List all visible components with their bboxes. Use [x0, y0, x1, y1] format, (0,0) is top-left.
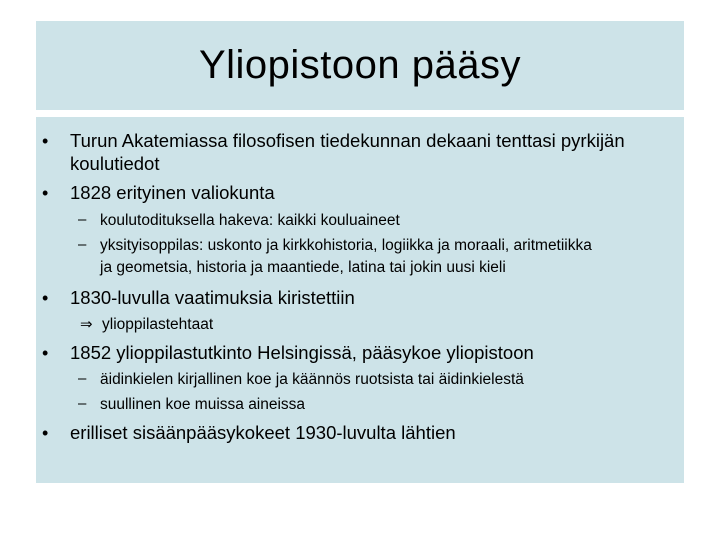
sub-bullet-text-continuation: ja geometsia, historia ja maantiede, latina tai jokin uusi kieli: [100, 259, 506, 276]
bullet-text-continuation: koulutiedot: [70, 153, 160, 174]
bullet-text: erilliset sisäänpääsykokeet 1930-luvulta lähtien: [70, 422, 456, 443]
sub-bullet-text: koulutodituksella hakeva: kaikki kouluaineet: [100, 212, 400, 229]
bullet-text: 1852 ylioppilastutkinto Helsingissä, pääsykoe yliopistoon: [70, 342, 534, 363]
sub-bullet-text: äidinkielen kirjallinen koe ja käännös ruotsista tai äidinkielestä: [100, 371, 524, 388]
dash-marker: –: [78, 236, 87, 253]
dash-marker: –: [78, 211, 87, 228]
title-box: [36, 21, 684, 110]
bullet-marker: •: [42, 288, 49, 308]
dash-marker: –: [78, 370, 87, 387]
sub-bullet-text: ylioppilastehtaat: [102, 316, 214, 333]
bullet-marker: •: [42, 343, 49, 363]
bullet-text: 1828 erityinen valiokunta: [70, 182, 275, 203]
content-box: [36, 117, 684, 483]
bullet-marker: •: [42, 131, 49, 151]
bullet-marker: •: [42, 423, 49, 443]
sub-bullet-text: suullinen koe muissa aineissa: [100, 396, 306, 413]
bullet-marker: •: [42, 183, 49, 203]
dash-marker: –: [78, 395, 87, 412]
implies-arrow-icon: ⇒: [80, 316, 93, 333]
bullet-text: 1830-luvulla vaatimuksia kiristettiin: [70, 287, 355, 308]
sub-bullet-text: yksityisoppilas: uskonto ja kirkkohistoria, logiikka ja moraali, aritmetiikka: [100, 237, 592, 254]
bullet-text: Turun Akatemiassa filosofisen tiedekunnan dekaani tenttasi pyrkijän: [70, 130, 625, 151]
slide-title: Yliopistoon pääsy: [198, 43, 522, 87]
